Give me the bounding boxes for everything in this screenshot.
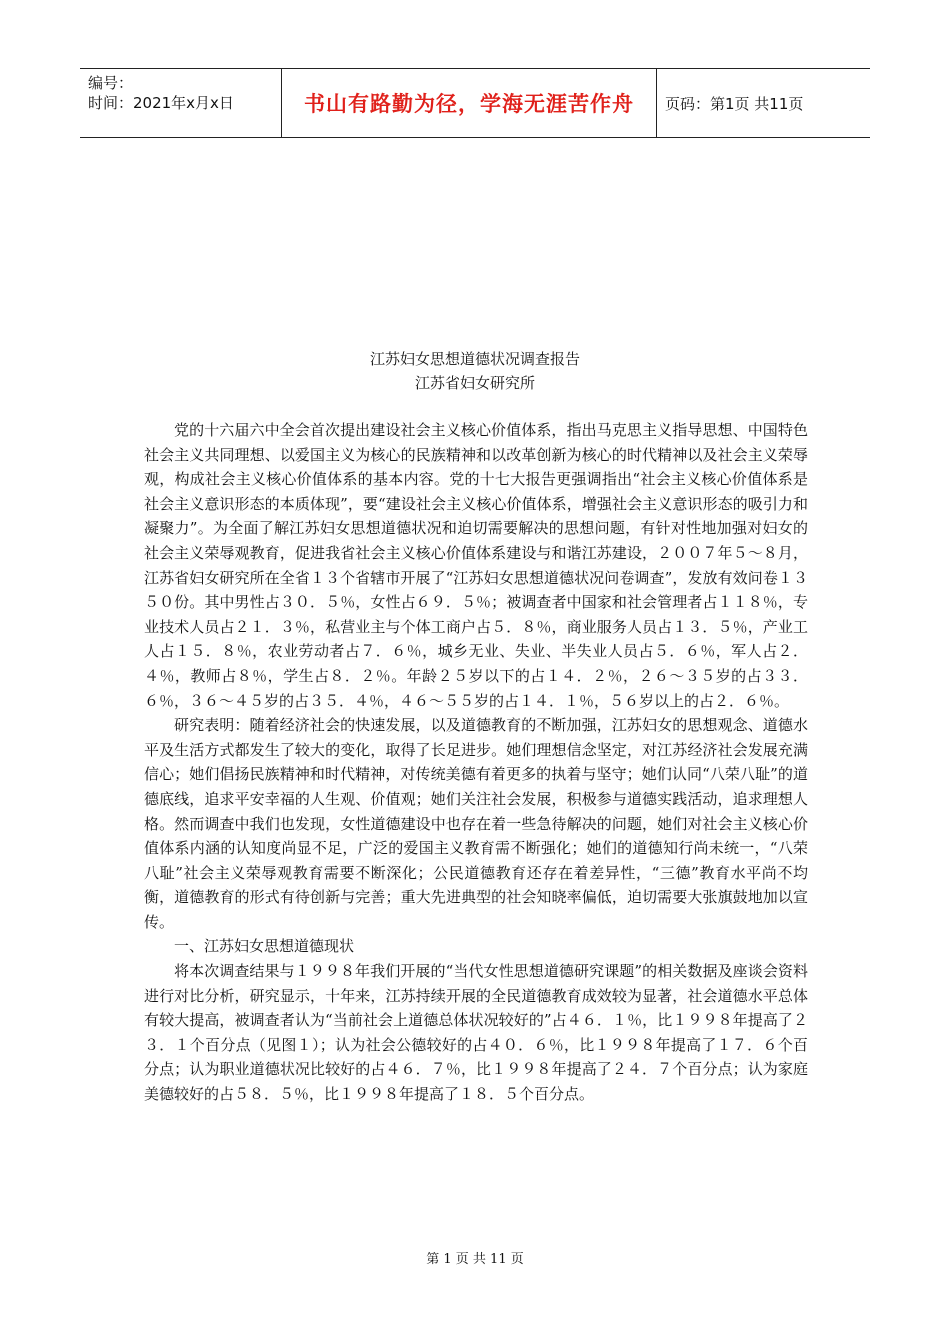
header-meta <box>80 69 282 137</box>
body-paragraph: 将本次调查结果与１９９８年我们开展的“当代女性思想道德研究课题”的相关数据及座谈会资料进行对比分析，研究显示，十年来，江苏持续开展的全民道德教育成效较为显著，社会道德水平总体有较大提高，被调查者认为“当前社会上道德总体状况较好的”占４６．１％，比１９９８年提高了２３．１个百分点（见图１）；认为社会公德较好的占４０．６％，比１９９８年提高了１７．６个百分点；认为职业道德状况比较好的占４６．７％，比１９９８年提高了２４．７个百分点；认为家庭美德较好的占５８．５％，比１９９８年提高了１８．５个百分点。 <box>144 962 808 1104</box>
document-body <box>144 418 808 1107</box>
document-date-label: 时间：2021年x月x日 <box>88 94 234 112</box>
body-paragraph: 研究表明：随着经济社会的快速发展，以及道德教育的不断加强，江苏妇女的思想观念、道德水平及生活方式都发生了较大的变化，取得了长足进步。她们理想信念坚定，对江苏经济社会发展充满信心；她们倡扬民族精神和时代精神，对传统美德有着更多的执着与坚守；她们认同“八荣八耻”的道德底线，追求平安幸福的人生观、价值观；她们关注社会发展，积极参与道德实践活动，追求理想人格。然而调查中我们也发现，女性道德建设中也存在着一些急待解决的问题，她们对社会主义核心价值体系内涵的认知度尚显不足，广泛的爱国主义教育需不断强化；她们的道德知行尚未统一，“八荣八耻”社会主义荣辱观教育需要不断深化；公民道德教育还存在着差异性，“三德”教育水平尚不均衡，道德教育的形式有待创新与完善；重大先进典型的社会知晓率偏低，迫切需要大张旗鼓地加以宣传。 <box>144 716 808 931</box>
body-paragraph: 党的十六届六中全会首次提出建设社会主义核心价值体系，指出马克思主义指导思想、中国特色社会主义共同理想、以爱国主义为核心的民族精神和以改革创新为核心的时代精神以及社会主义荣辱观，构成社会主义核心价值体系的基本内容。党的十七大报告更强调指出“社会主义核心价值体系是社会主义意识形态的本质体现”，要“建设社会主义核心价值体系，增强社会主义意识形态的吸引力和凝聚力”。为全面了解江苏妇女思想道德状况和迫切需要解决的思想问题，有针对性地加强对妇女的社会主义荣辱观教育，促进我省社会主义核心价值体系建设与和谐江苏建设，２００７年５～８月，江苏省妇女研究所在全省１３个省辖市开展了“江苏妇女思想道德状况问卷调查”，发放有效问卷１３５０份。其中男性占３０．５％，女性占６９．５％；被调查者中国家和社会管理者占１１８％，专业技术人员占２１．３％，私营业主与个体工商户占５．８％，商业服务人员占１３．５％，产业工人占１５．８％，农业劳动者占７．６％，城乡无业、失业、半失业人员占５．６％，军人占２．４％，教师占８％，学生占８．２％。年龄２５岁以下的占１４．２％，２６～３５岁的占３３．６％，３６～４５岁的占３５．４％，４６～５５岁的占１４．１％，５６岁以上的占２．６％。 <box>144 421 808 710</box>
document-author: 江苏省妇女研究所 <box>414 374 535 392</box>
header-motto: 书山有路勤为径，学海无涯苦作舟 <box>282 69 657 137</box>
page-footer: 第 1 页 共 11 页 <box>426 1252 524 1267</box>
document-title: 江苏妇女思想道德状况调查报告 <box>369 350 580 368</box>
section-heading: 一、江苏妇女思想道德现状 <box>174 937 355 956</box>
header-page-number: 页码：第1页 共11页 <box>665 94 804 113</box>
document-number-label: 编号： <box>88 74 134 92</box>
page-header <box>80 68 870 138</box>
